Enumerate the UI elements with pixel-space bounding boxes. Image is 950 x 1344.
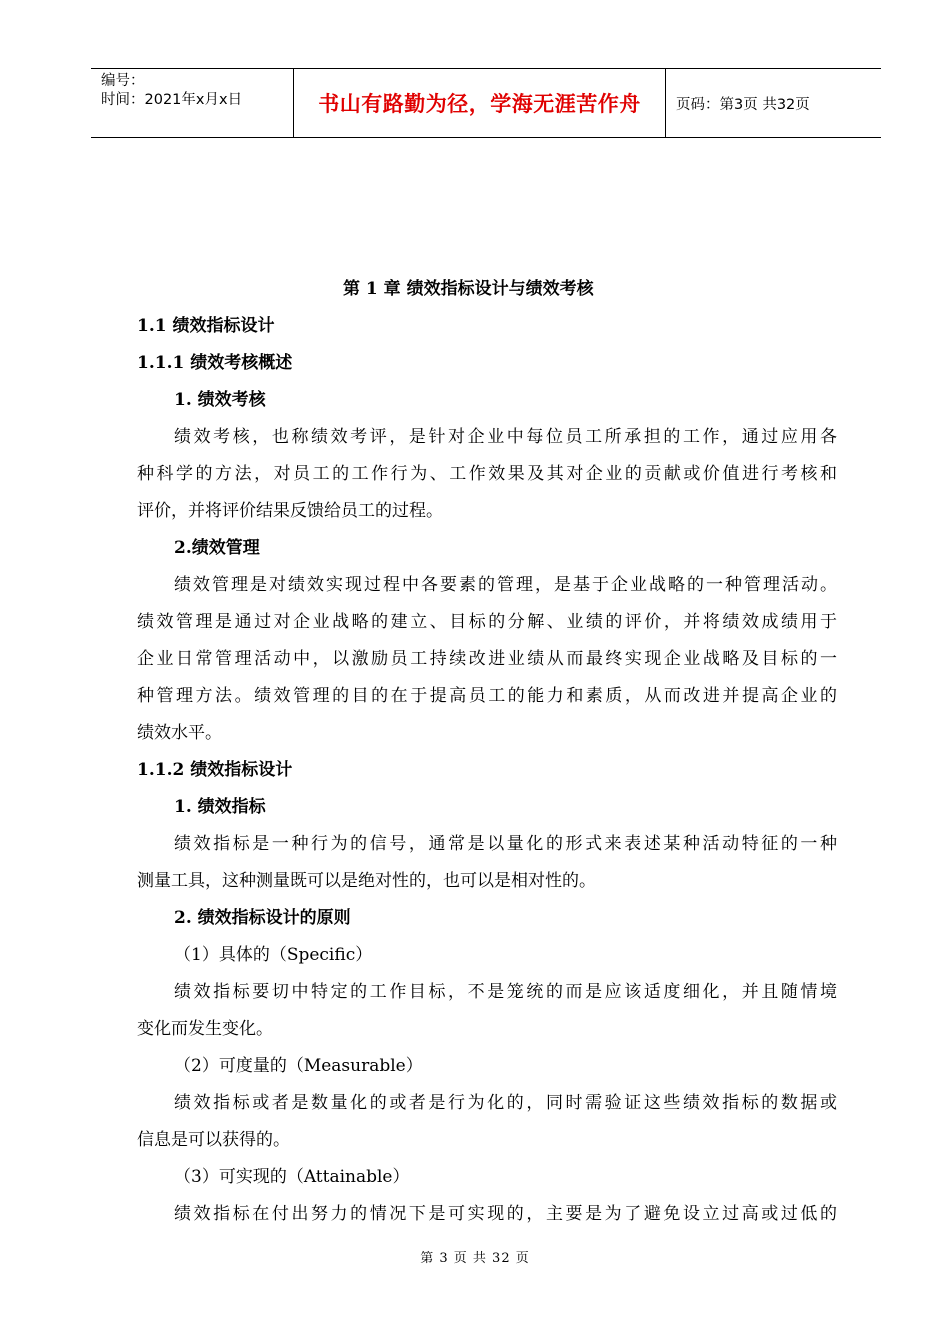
header-meta: [91, 69, 293, 137]
paragraph-line: 企业日常管理活动中，以激励员工持续改进业绩从而最终实现企业战略及目标的一: [137, 649, 837, 669]
paragraph-line: 评价，并将评价结果反馈给员工的过程。: [137, 501, 443, 521]
subsection-heading: 1.1.2 绩效指标设计: [137, 760, 293, 780]
paragraph-line: 绩效指标是一种行为的信号，通常是以量化的形式来表述某种活动特征的一种: [174, 834, 837, 854]
chapter-title: 第 1 章 绩效指标设计与绩效考核: [343, 279, 594, 299]
paragraph-line: 种管理方法。绩效管理的目的在于提高员工的能力和素质，从而改进并提高企业的: [137, 686, 837, 706]
principle-item: （2）可度量的（Measurable）: [174, 1056, 423, 1076]
paragraph-line: 绩效指标要切中特定的工作目标，不是笼统的而是应该适度细化，并且随情境: [174, 982, 837, 1002]
paragraph-line: 信息是可以获得的。: [137, 1130, 290, 1150]
principle-item: （3）可实现的（Attainable）: [174, 1167, 410, 1187]
page-header: [91, 68, 881, 138]
time-label: 时间：2021年x月x日: [101, 92, 243, 108]
heading-performance-appraisal: 1. 绩效考核: [174, 390, 266, 410]
heading-design-principles: 2. 绩效指标设计的原则: [174, 908, 351, 928]
page-info: 页码：第3页 共32页: [676, 96, 810, 113]
section-heading: 1.1 绩效指标设计: [137, 316, 275, 336]
paragraph-line: 绩效管理是通过对企业战略的建立、目标的分解、业绩的评价，并将绩效成绩用于: [137, 612, 837, 632]
paragraph-line: 变化而发生变化。: [137, 1019, 273, 1039]
paragraph-line: 绩效指标在付出努力的情况下是可实现的，主要是为了避免设立过高或过低的: [174, 1204, 837, 1224]
page-footer: 第 3 页 共 32 页: [420, 1251, 530, 1266]
paragraph-line: 绩效水平。: [137, 723, 222, 743]
motto: 书山有路勤为径，学海无涯苦作舟: [293, 69, 666, 137]
paragraph-line: 测量工具，这种测量既可以是绝对性的，也可以是相对性的。: [137, 871, 596, 891]
heading-performance-management: 2.绩效管理: [174, 538, 260, 558]
paragraph-line: 绩效考核，也称绩效考评，是针对企业中每位员工所承担的工作，通过应用各: [174, 427, 837, 447]
paragraph-line: 种科学的方法，对员工的工作行为、工作效果及其对企业的贡献或价值进行考核和: [137, 464, 837, 484]
paragraph-line: 绩效管理是对绩效实现过程中各要素的管理，是基于企业战略的一种管理活动。: [174, 575, 837, 595]
principle-item: （1）具体的（Specific）: [174, 945, 373, 965]
subsection-heading: 1.1.1 绩效考核概述: [137, 353, 293, 373]
paragraph-line: 绩效指标或者是数量化的或者是行为化的，同时需验证这些绩效指标的数据或: [174, 1093, 837, 1113]
heading-performance-indicator: 1. 绩效指标: [174, 797, 266, 817]
number-label: 编号：: [101, 73, 145, 89]
